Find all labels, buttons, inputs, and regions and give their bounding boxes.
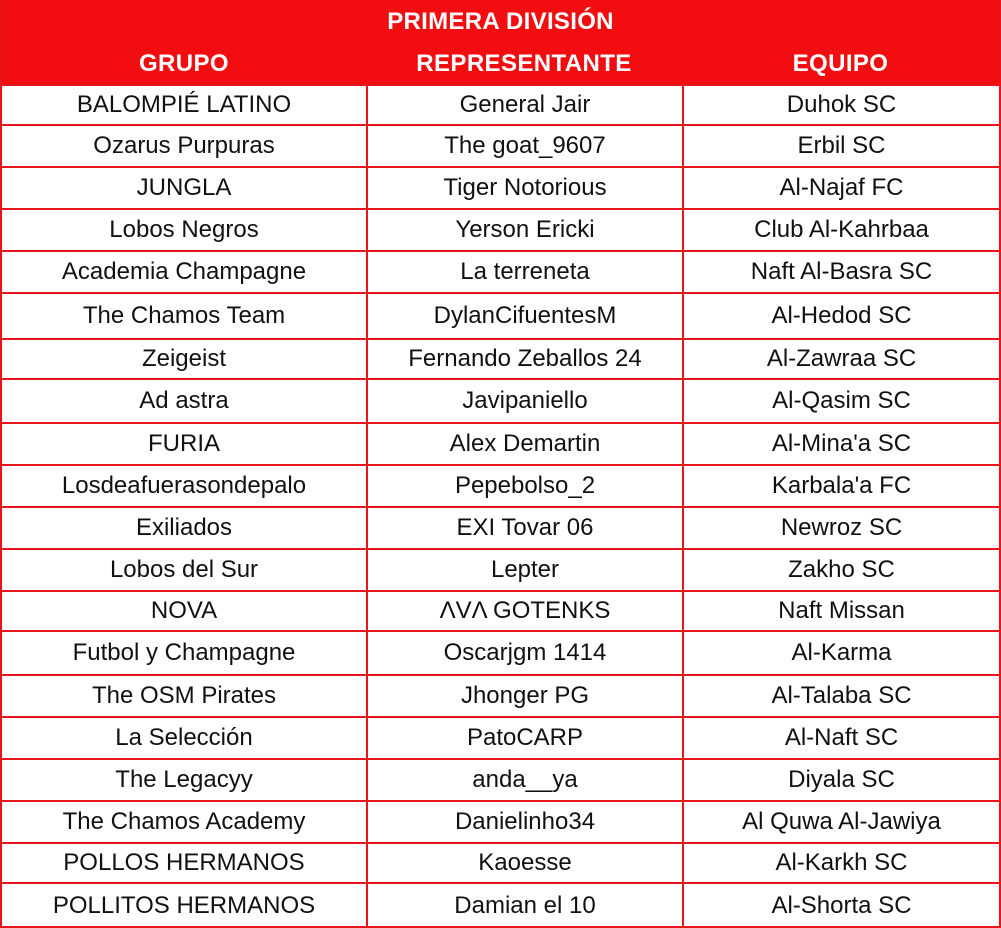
cell-representante: Pepebolso_2 bbox=[366, 466, 682, 506]
cell-grupo: The Chamos Team bbox=[82, 302, 286, 329]
column-header-grupo: GRUPO bbox=[138, 50, 229, 77]
cell-representante: Lepter bbox=[366, 550, 682, 590]
cell-grupo: NOVA bbox=[150, 597, 218, 624]
cell-grupo: Exiliados bbox=[135, 514, 233, 541]
cell-representante: Kaoesse bbox=[366, 844, 682, 882]
cell-grupo: The OSM Pirates bbox=[91, 682, 277, 709]
cell-representante: Alex Demartin bbox=[366, 424, 682, 464]
cell-representante: Javipaniello bbox=[366, 380, 682, 422]
table-row bbox=[2, 844, 999, 884]
table-row bbox=[2, 424, 999, 466]
cell-equipo: Al-Shorta SC bbox=[682, 884, 999, 928]
cell-representante: Jhonger PG bbox=[366, 676, 682, 716]
cell-grupo: Ad astra bbox=[139, 387, 229, 414]
cell-grupo: Ozarus Purpuras bbox=[93, 132, 275, 159]
table-row bbox=[2, 466, 999, 508]
cell-grupo: Lobos del Sur bbox=[109, 556, 259, 583]
table-row bbox=[2, 760, 999, 802]
table-row bbox=[2, 380, 999, 424]
cell-grupo: Futbol y Champagne bbox=[72, 639, 296, 666]
table-row bbox=[2, 210, 999, 252]
cell-representante: Danielinho34 bbox=[366, 802, 682, 842]
table-row bbox=[2, 550, 999, 592]
cell-representante: General Jair bbox=[366, 86, 682, 124]
cell-representante: anda__ya bbox=[366, 760, 682, 800]
cell-equipo: Al-Talaba SC bbox=[682, 676, 999, 716]
cell-equipo: Diyala SC bbox=[682, 760, 999, 800]
table-row bbox=[2, 126, 999, 168]
cell-representante: PatoCARP bbox=[366, 718, 682, 758]
cell-equipo: Club Al-Kahrbaa bbox=[682, 210, 999, 250]
cell-grupo: La Selección bbox=[115, 724, 253, 751]
table-body bbox=[2, 86, 999, 928]
table-row bbox=[2, 802, 999, 844]
table-row bbox=[2, 294, 999, 340]
table-row bbox=[2, 508, 999, 550]
cell-equipo: Al-Najaf FC bbox=[682, 168, 999, 208]
cell-equipo: Al-Naft SC bbox=[682, 718, 999, 758]
cell-grupo: BALOMPIÉ LATINO bbox=[76, 91, 292, 118]
cell-equipo: Newroz SC bbox=[682, 508, 999, 548]
column-header-equipo: EQUIPO bbox=[792, 50, 889, 77]
cell-grupo: Zeigeist bbox=[141, 345, 227, 372]
table-title: PRIMERA DIVISIÓN bbox=[2, 0, 999, 44]
table-row bbox=[2, 168, 999, 210]
cell-grupo: The Legacyy bbox=[115, 766, 253, 793]
table-row bbox=[2, 676, 999, 718]
cell-representante: DylanCifuentesM bbox=[366, 294, 682, 338]
header-row bbox=[2, 44, 999, 86]
cell-equipo: Naft Al-Basra SC bbox=[682, 252, 999, 292]
cell-representante: Damian el 10 bbox=[366, 884, 682, 928]
column-header-representante: REPRESENTANTE bbox=[416, 50, 632, 77]
cell-equipo: Naft Missan bbox=[682, 592, 999, 630]
cell-equipo: Al-Hedod SC bbox=[682, 294, 999, 338]
cell-equipo: Erbil SC bbox=[682, 126, 999, 166]
cell-grupo: FURIA bbox=[148, 430, 220, 457]
cell-grupo: Academia Champagne bbox=[61, 258, 307, 285]
cell-grupo: JUNGLA bbox=[136, 174, 232, 201]
cell-representante: Tiger Notorious bbox=[366, 168, 682, 208]
cell-grupo: POLLOS HERMANOS bbox=[63, 849, 305, 876]
cell-representante: EXI Tovar 06 bbox=[366, 508, 682, 548]
cell-equipo: Karbala'a FC bbox=[682, 466, 999, 506]
cell-representante: Fernando Zeballos 24 bbox=[366, 340, 682, 378]
cell-equipo: Al Quwa Al-Jawiya bbox=[682, 802, 999, 842]
table-row bbox=[2, 884, 999, 928]
cell-equipo: Al-Qasim SC bbox=[682, 380, 999, 422]
cell-representante: La terreneta bbox=[366, 252, 682, 292]
cell-grupo: Losdeafuerasondepalo bbox=[61, 472, 307, 499]
cell-representante: Yerson Ericki bbox=[366, 210, 682, 250]
table-row bbox=[2, 252, 999, 294]
cell-grupo: Lobos Negros bbox=[109, 216, 259, 243]
cell-equipo: Duhok SC bbox=[682, 86, 999, 124]
table-row bbox=[2, 632, 999, 676]
table-row bbox=[2, 718, 999, 760]
cell-representante: Oscarjgm 1414 bbox=[366, 632, 682, 674]
table-row bbox=[2, 340, 999, 380]
cell-equipo: Zakho SC bbox=[682, 550, 999, 590]
table-row bbox=[2, 86, 999, 126]
cell-equipo: Al-Mina'a SC bbox=[682, 424, 999, 464]
cell-representante: The goat_9607 bbox=[366, 126, 682, 166]
cell-equipo: Al-Karkh SC bbox=[682, 844, 999, 882]
cell-grupo: POLLITOS HERMANOS bbox=[52, 892, 316, 919]
table-row bbox=[2, 592, 999, 632]
cell-grupo: The Chamos Academy bbox=[62, 808, 306, 835]
cell-equipo: Al-Karma bbox=[682, 632, 999, 674]
cell-representante: ΛVΛ GOTENKS bbox=[366, 592, 682, 630]
cell-equipo: Al-Zawraa SC bbox=[682, 340, 999, 378]
